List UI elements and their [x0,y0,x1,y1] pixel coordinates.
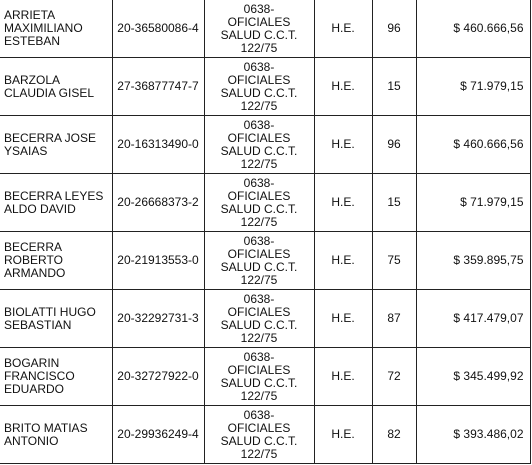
category-line: 122/75 [240,388,278,403]
hour-type-cell: H.E. [314,174,372,232]
category-cell [204,290,314,348]
employee-name-line: YSAIAS [4,143,48,158]
employee-name-line: CLAUDIA GISEL [4,85,95,100]
hours-quantity-cell: 75 [372,232,416,290]
hour-type-cell: H.E. [314,290,372,348]
category-cell [204,406,314,464]
table-row [0,116,530,174]
employee-name-line: ARRIETA [4,8,56,22]
category-line: 122/75 [240,156,278,171]
cuit-cell: 27-36877747-7 [112,58,204,116]
employee-name-cell [0,58,112,116]
category-line: SALUD C.C.T. [220,317,298,332]
table-row [0,348,530,406]
amount-cell: $ 417.479,07 [416,290,530,348]
employee-name-line: ROBERTO [4,253,63,267]
employee-name-line: BECERRA [4,240,63,254]
category-line: SALUD C.C.T. [220,27,298,42]
employee-name-cell [0,174,112,232]
employee-name-cell [0,232,112,290]
category-cell [204,58,314,116]
cuit-cell: 20-32292731-3 [112,290,204,348]
amount-cell: $ 460.666,56 [416,116,530,174]
hour-type-cell: H.E. [314,348,372,406]
employee-name-cell [0,116,112,174]
table-row [0,232,530,290]
employee-name-line: BRITO MATIAS [4,420,88,435]
amount-cell: $ 71.979,15 [416,174,530,232]
employee-name-line: BARZOLA [4,72,61,87]
hours-quantity-cell: 87 [372,290,416,348]
hour-type-cell: H.E. [314,0,372,58]
employee-name-line: MAXIMILIANO [4,21,83,35]
category-line: 0638- [243,291,275,306]
category-line: SALUD C.C.T. [220,375,298,390]
cuit-cell: 20-21913553-0 [112,232,204,290]
category-line: OFICIALES [227,72,291,87]
category-line: OFICIALES [227,246,291,261]
table-row [0,58,530,116]
employee-name-cell [0,406,112,464]
employee-name-line: FRANCISCO [4,369,75,383]
employee-name-line: BECERRA JOSE [4,130,97,145]
category-line: 0638- [243,117,275,132]
category-line: 0638- [243,59,275,74]
employee-name-cell [0,0,112,58]
hour-type-cell: H.E. [314,406,372,464]
employee-name-line: ALDO DAVID [4,201,76,216]
amount-cell: $ 359.895,75 [416,232,530,290]
category-line: 122/75 [240,330,278,345]
category-line: 122/75 [240,272,278,287]
category-cell [204,232,314,290]
category-line: 122/75 [240,98,278,113]
category-line: OFICIALES [227,14,291,29]
category-cell [204,0,314,58]
cuit-cell: 20-36580086-4 [112,0,204,58]
table-row [0,290,530,348]
category-line: 0638- [243,233,275,248]
category-line: OFICIALES [227,188,291,203]
table-row [0,0,530,58]
employee-name-line: ESTEBAN [4,34,61,48]
category-line: OFICIALES [227,362,291,377]
category-cell [204,174,314,232]
cuit-cell: 20-32727922-0 [112,348,204,406]
employee-name-line: SEBASTIAN [4,317,72,332]
category-line: 0638- [243,407,275,422]
category-line: 122/75 [240,40,278,55]
category-line: OFICIALES [227,130,291,145]
table-row [0,174,530,232]
amount-cell: $ 460.666,56 [416,0,530,58]
hours-quantity-cell: 72 [372,348,416,406]
employee-name-line: EDUARDO [4,382,65,396]
hour-type-cell: H.E. [314,232,372,290]
category-line: SALUD C.C.T. [220,85,298,100]
cuit-cell: 20-16313490-0 [112,116,204,174]
category-line: 0638- [243,175,275,190]
cuit-cell: 20-26668373-2 [112,174,204,232]
employee-name-line: BOGARIN [4,356,60,370]
category-line: 0638- [243,349,275,364]
hours-quantity-cell: 96 [372,0,416,58]
cuit-cell: 20-29936249-4 [112,406,204,464]
hour-type-cell: H.E. [314,116,372,174]
category-line: 0638- [243,1,275,16]
employee-name-cell [0,348,112,406]
table-row [0,406,530,464]
amount-cell: $ 345.499,92 [416,348,530,406]
employee-name-line: BIOLATTI HUGO [4,304,96,319]
category-line: SALUD C.C.T. [220,433,298,448]
employee-name-line: ARMANDO [4,266,66,280]
employee-name-line: BECERRA LEYES [4,188,104,203]
category-line: 122/75 [240,446,278,461]
employee-name-line: ANTONIO [4,433,59,448]
category-cell [204,348,314,406]
category-line: OFICIALES [227,420,291,435]
hours-quantity-cell: 82 [372,406,416,464]
hours-quantity-cell: 96 [372,116,416,174]
employee-name-cell [0,290,112,348]
category-line: SALUD C.C.T. [220,259,298,274]
hours-quantity-cell: 15 [372,58,416,116]
category-line: SALUD C.C.T. [220,201,298,216]
amount-cell: $ 71.979,15 [416,58,530,116]
hour-type-cell: H.E. [314,58,372,116]
category-line: 122/75 [240,214,278,229]
category-line: OFICIALES [227,304,291,319]
category-cell [204,116,314,174]
hours-quantity-cell: 15 [372,174,416,232]
amount-cell: $ 393.486,02 [416,406,530,464]
category-line: SALUD C.C.T. [220,143,298,158]
